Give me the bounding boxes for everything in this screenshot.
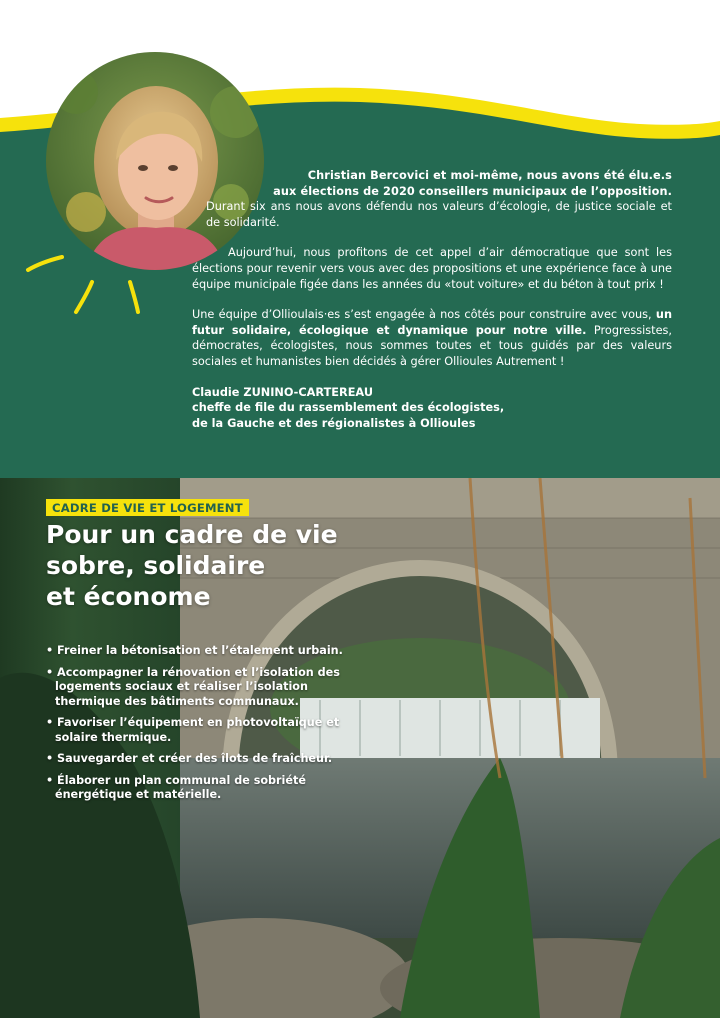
intro-lead-line1: Christian Bercovici et moi-même, nous avons été élu.e.s [307, 169, 672, 182]
section-tag: CADRE DE VIE ET LOGEMENT [46, 499, 249, 516]
headline-line2: sobre, solidaire [46, 551, 266, 580]
intro-paragraph-2: Aujourd’hui, nous profitons de cet appel d’air démocratique que sont les élections pour revenir vers vous avec des propositions et une expérience face à une équipe municipale figée dans les années du «tout voiture» et du béton à tout prix ! [192, 246, 672, 291]
intro-panel [0, 0, 720, 480]
headline-line1: Pour un cadre de vie [46, 520, 338, 549]
signature-role-line2: de la Gauche et des régionalistes à Ollioules [192, 416, 476, 430]
signature [192, 385, 672, 432]
signature-name: Claudie ZUNINO-CARTEREAU [192, 385, 373, 399]
intro-paragraph-1: Durant six ans nous avons défendu nos valeurs d’écologie, de justice sociale et de solidarité. [206, 200, 672, 229]
measure-item: • Favoriser l’équipement en photovoltaïque et solaire thermique. [46, 716, 366, 745]
measure-item: • Élaborer un plan communal de sobriété énergétique et matérielle. [46, 774, 366, 803]
intro-paragraph-3-end: Progressistes, démocrates, écologistes, nous sommes toutes et tous guidés par des valeurs sociales et humanistes bien décidés à gérer Ollioules Autrement ! [192, 323, 672, 368]
signature-role-line1: cheffe de file du rassemblement des écologistes, [192, 401, 505, 415]
measure-item: • Freiner la bétonisation et l’étalement urbain. [46, 644, 366, 659]
intro-text [192, 168, 672, 431]
intro-paragraph-3-start: Une équipe d’Ollioulais·es s’est engagée à nos côtés pour construire avec vous, [192, 308, 656, 322]
measures-list [46, 644, 366, 810]
intro-paragraph-3 [192, 307, 672, 369]
headline-line3: et économe [46, 582, 211, 611]
measure-item: • Sauvegarder et créer des îlots de fraîcheur. [46, 752, 366, 767]
section-headline [46, 519, 466, 612]
measure-item: • Accompagner la rénovation et l’isolation des logements sociaux et réaliser l’isolation thermique des bâtiments communaux. [46, 666, 366, 710]
intro-paragraph-3-bold: un futur solidaire, écologique et dynamique pour notre ville. [192, 308, 672, 337]
intro-lead-line2: aux élections de 2020 conseillers municipaux de l’opposition. [273, 184, 672, 198]
